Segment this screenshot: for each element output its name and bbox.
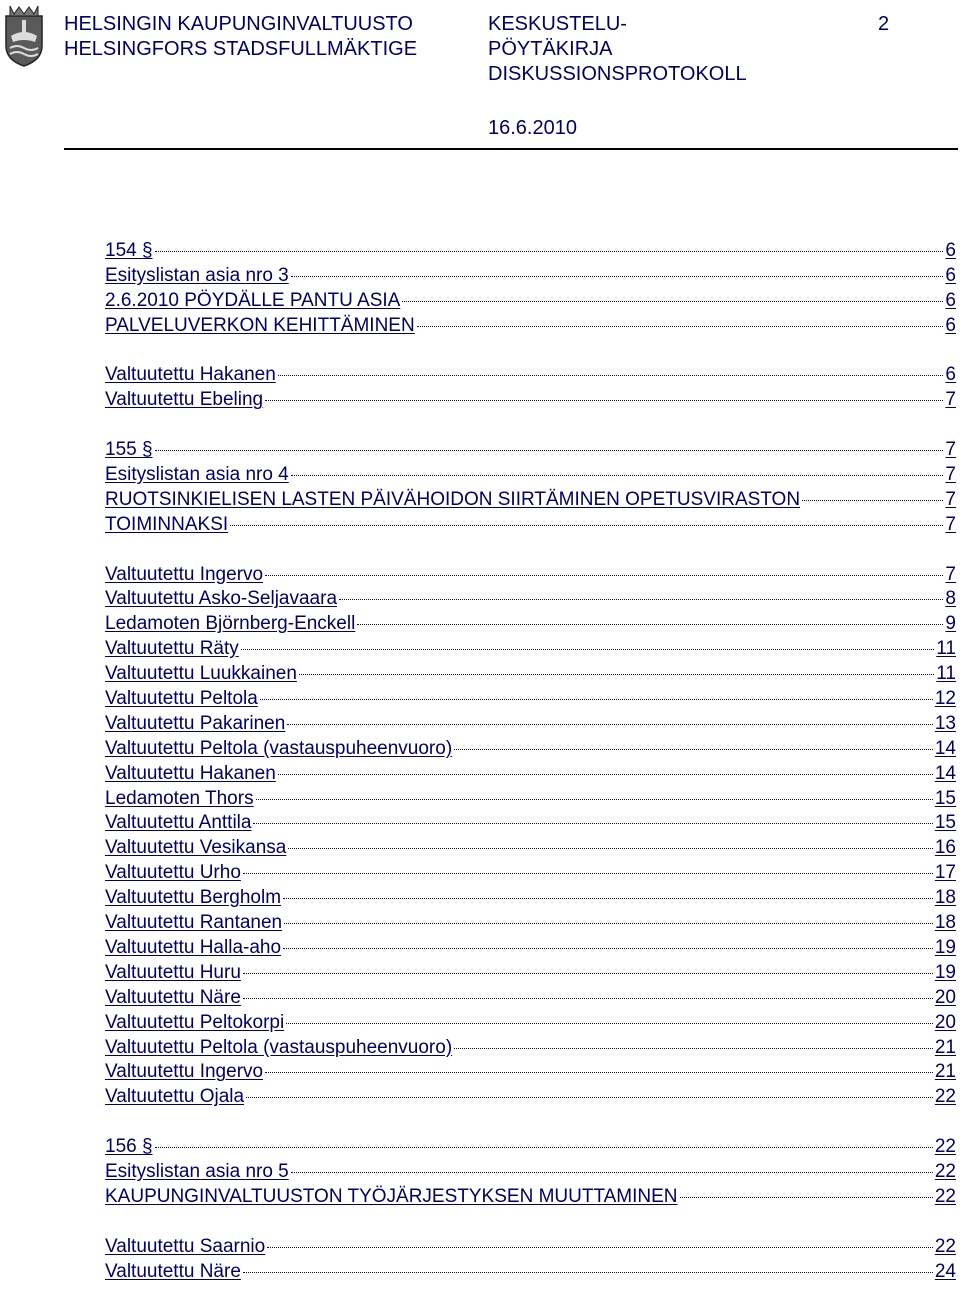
toc-entry[interactable] [105, 1260, 956, 1285]
dot-leader [288, 848, 933, 849]
toc-entry-link[interactable]: Ledamoten Björnberg-Enckell [105, 613, 356, 635]
toc-entry[interactable] [105, 463, 956, 488]
toc-page-number[interactable]: 22 [934, 1235, 956, 1257]
dot-leader [243, 973, 933, 974]
toc-entry-link[interactable]: Valtuutettu Peltokorpi [105, 1011, 285, 1033]
toc-entry[interactable] [105, 911, 956, 936]
dot-leader [339, 599, 943, 600]
toc-entry[interactable] [105, 986, 956, 1011]
toc-entry-link[interactable]: Esityslistan asia nro 4 [105, 464, 289, 486]
toc-entry[interactable] [105, 811, 956, 836]
toc-page-number[interactable]: 15 [934, 812, 956, 834]
toc-entry[interactable] [105, 513, 956, 538]
toc-entry-link[interactable]: Valtuutettu Ebeling [105, 389, 264, 411]
toc-entry[interactable] [105, 239, 956, 264]
dot-leader [287, 724, 933, 725]
toc-group [105, 438, 956, 538]
toc-entry[interactable] [105, 1060, 956, 1085]
toc-entry-link[interactable]: Esityslistan asia nro 5 [105, 1160, 289, 1182]
toc-entry-link[interactable]: Valtuutettu Peltola [105, 688, 258, 710]
doctype-line-3: DISKUSSIONSPROTOKOLL [488, 63, 747, 85]
toc-entry[interactable] [105, 662, 956, 687]
toc-entry-link[interactable]: Valtuutettu Pakarinen [105, 712, 286, 734]
toc-page-number[interactable]: 7 [945, 563, 956, 585]
toc-page-number[interactable]: 18 [934, 887, 956, 909]
toc-page-number[interactable]: 21 [934, 1036, 956, 1058]
dot-leader [680, 1197, 933, 1198]
toc-group [105, 1135, 956, 1210]
toc-page-number[interactable]: 22 [934, 1136, 956, 1158]
toc-page-number[interactable]: 11 [936, 663, 956, 685]
toc-entry-link[interactable]: Valtuutettu Ingervo [105, 1061, 264, 1083]
dot-leader [283, 898, 933, 899]
toc-page-number[interactable]: 18 [934, 912, 956, 934]
toc-entry[interactable] [105, 762, 956, 787]
dot-leader [454, 1048, 933, 1049]
dot-leader [454, 749, 933, 750]
toc-page-number[interactable]: 12 [934, 688, 956, 710]
toc-entry[interactable] [105, 1160, 956, 1185]
toc-entry[interactable] [105, 637, 956, 662]
toc-page-number[interactable]: 22 [934, 1185, 956, 1207]
dot-leader [291, 1172, 933, 1173]
toc-entry-link[interactable]: Valtuutettu Hakanen [105, 762, 276, 784]
dot-leader [286, 1023, 933, 1024]
toc-entry[interactable] [105, 1135, 956, 1160]
dot-leader [253, 823, 932, 824]
toc-entry-link[interactable]: Valtuutettu Bergholm [105, 887, 282, 909]
toc-entry-link[interactable]: Valtuutettu Huru [105, 961, 241, 983]
org-name-swedish: HELSINGFORS STADSFULLMÄKTIGE [64, 38, 418, 60]
toc-entry-link[interactable]: 2.6.2010 PÖYDÄLLE PANTU ASIA [105, 289, 401, 311]
dot-leader [278, 375, 944, 376]
dot-leader [284, 923, 933, 924]
toc-page-number[interactable]: 7 [945, 464, 956, 486]
toc-page-number[interactable]: 7 [945, 488, 956, 510]
dot-leader [417, 326, 944, 327]
toc-page-number[interactable]: 16 [934, 837, 956, 859]
toc-page-number[interactable]: 6 [945, 240, 956, 261]
toc-entry-link[interactable]: 154 § [105, 240, 153, 261]
dot-leader [155, 251, 944, 252]
document-type [488, 12, 747, 87]
toc-entry-link[interactable]: PALVELUVERKON KEHITTÄMINEN [105, 314, 415, 336]
toc-entry[interactable] [105, 1011, 956, 1036]
toc-page-number[interactable]: 14 [934, 737, 956, 759]
dot-leader [357, 624, 943, 625]
toc-entry-link[interactable]: Valtuutettu Peltola (vastauspuheenvuoro) [105, 1036, 453, 1058]
toc-entry-link[interactable]: Valtuutettu Vesikansa [105, 837, 287, 859]
toc-page-number[interactable]: 7 [945, 513, 956, 535]
toc-entry[interactable] [105, 1085, 956, 1110]
dot-leader [291, 276, 944, 277]
toc-entry-link[interactable]: Valtuutettu Luukkainen [105, 663, 297, 685]
toc-page-number[interactable]: 22 [934, 1086, 956, 1108]
toc-entry-link[interactable]: Valtuutettu Ojala [105, 1086, 245, 1108]
toc-page-number[interactable]: 20 [934, 1011, 956, 1033]
toc-entry-link[interactable]: Valtuutettu Rantanen [105, 912, 283, 934]
toc-page-number[interactable]: 21 [934, 1061, 956, 1083]
toc-entry[interactable] [105, 886, 956, 911]
page-number: 2 [878, 13, 890, 35]
dot-leader [283, 948, 933, 949]
dot-leader [243, 998, 933, 999]
dot-leader [256, 799, 933, 800]
toc-page-number[interactable]: 13 [934, 712, 956, 734]
toc-page-number[interactable]: 6 [945, 314, 956, 336]
toc-page-number[interactable]: 6 [945, 364, 956, 386]
toc-page-number[interactable]: 7 [945, 439, 956, 461]
toc-entry[interactable] [105, 289, 956, 314]
dot-leader [278, 774, 933, 775]
toc-entry[interactable] [105, 563, 956, 588]
page-header [0, 12, 960, 142]
dot-leader [246, 1097, 933, 1098]
toc-page-number[interactable]: 9 [945, 613, 956, 635]
toc-entry-link[interactable]: RUOTSINKIELISEN LASTEN PÄIVÄHOIDON SIIRTÄMINEN OPETUSVIRASTON [105, 488, 801, 510]
doctype-line-1: KESKUSTELU- [488, 13, 627, 35]
table-of-contents [105, 239, 956, 1309]
toc-entry-link[interactable]: Valtuutettu Ingervo [105, 563, 264, 585]
toc-page-number[interactable]: 19 [934, 961, 956, 983]
toc-page-number[interactable]: 20 [934, 986, 956, 1008]
dot-leader [243, 1272, 933, 1273]
toc-entry[interactable] [105, 1036, 956, 1061]
toc-entry-link[interactable]: Valtuutettu Halla-aho [105, 936, 282, 958]
toc-page-number[interactable]: 17 [934, 862, 956, 884]
toc-entry[interactable] [105, 438, 956, 463]
toc-entry[interactable] [105, 712, 956, 737]
toc-entry-link[interactable]: KAUPUNGINVALTUUSTON TYÖJÄRJESTYKSEN MUUTTAMINEN [105, 1185, 678, 1207]
toc-entry[interactable] [105, 861, 956, 886]
dot-leader [230, 525, 943, 526]
toc-entry-link[interactable]: Valtuutettu Peltola (vastauspuheenvuoro) [105, 737, 453, 759]
toc-entry[interactable] [105, 587, 956, 612]
toc-page-number[interactable]: 6 [945, 289, 956, 311]
toc-entry-link[interactable]: Valtuutettu Saarnio [105, 1235, 266, 1257]
dot-leader [260, 699, 933, 700]
toc-page-number[interactable]: 22 [934, 1160, 956, 1182]
toc-entry-link[interactable]: Ledamoten Thors [105, 787, 254, 809]
toc-entry[interactable] [105, 961, 956, 986]
toc-entry[interactable] [105, 836, 956, 861]
toc-entry[interactable] [105, 388, 956, 413]
dot-leader [267, 1247, 933, 1248]
dot-leader [402, 301, 943, 302]
dot-leader [291, 475, 944, 476]
toc-page-number[interactable]: 24 [934, 1260, 956, 1282]
toc-entry[interactable] [105, 687, 956, 712]
toc-page-number[interactable]: 15 [934, 787, 956, 809]
toc-entry[interactable] [105, 264, 956, 289]
dot-leader [265, 1072, 933, 1073]
doctype-line-2: PÖYTÄKIRJA [488, 38, 613, 60]
dot-leader [265, 575, 943, 576]
org-name-finnish: HELSINGIN KAUPUNGINVALTUUSTO [64, 13, 413, 35]
toc-entry[interactable] [105, 936, 956, 961]
toc-page-number[interactable]: 11 [936, 638, 956, 660]
toc-entry-link[interactable]: Valtuutettu Anttila [105, 812, 252, 834]
dot-leader [243, 873, 933, 874]
toc-entry[interactable] [105, 363, 956, 388]
toc-entry-link[interactable]: Valtuutettu Näre [105, 986, 241, 1008]
toc-entry[interactable] [105, 1235, 956, 1260]
toc-page-number[interactable]: 8 [945, 588, 956, 610]
toc-entry-link[interactable]: TOIMINNAKSI [105, 513, 229, 535]
toc-page-number[interactable]: 7 [945, 389, 956, 411]
dot-leader [299, 674, 934, 675]
dot-leader [241, 649, 934, 650]
toc-entry-link[interactable]: Valtuutettu Urho [105, 862, 241, 884]
toc-entry-link[interactable]: Esityslistan asia nro 3 [105, 264, 289, 286]
toc-entry-link[interactable]: Valtuutettu Räty [105, 638, 239, 660]
toc-page-number[interactable]: 14 [934, 762, 956, 784]
toc-entry[interactable] [105, 787, 956, 812]
dot-leader [802, 500, 943, 501]
toc-entry-link[interactable]: Valtuutettu Näre [105, 1260, 241, 1282]
toc-group [105, 239, 956, 339]
document-date: 16.6.2010 [488, 117, 577, 139]
toc-page-number[interactable]: 19 [934, 936, 956, 958]
dot-leader [155, 450, 944, 451]
toc-entry-link[interactable]: 156 § [105, 1136, 153, 1158]
header-divider [64, 148, 958, 150]
toc-entry[interactable] [105, 488, 956, 513]
toc-page-number[interactable]: 6 [945, 264, 956, 286]
dot-leader [265, 400, 943, 401]
toc-entry[interactable] [105, 612, 956, 637]
dot-leader [155, 1147, 933, 1148]
toc-group [105, 563, 956, 1111]
toc-entry[interactable] [105, 1185, 956, 1210]
toc-entry-link[interactable]: 155 § [105, 439, 153, 461]
toc-entry[interactable] [105, 314, 956, 339]
toc-entry-link[interactable]: Valtuutettu Hakanen [105, 364, 276, 386]
toc-entry[interactable] [105, 737, 956, 762]
toc-group [105, 363, 956, 413]
toc-entry-link[interactable]: Valtuutettu Asko-Seljavaara [105, 588, 338, 610]
organization-name [64, 12, 417, 62]
